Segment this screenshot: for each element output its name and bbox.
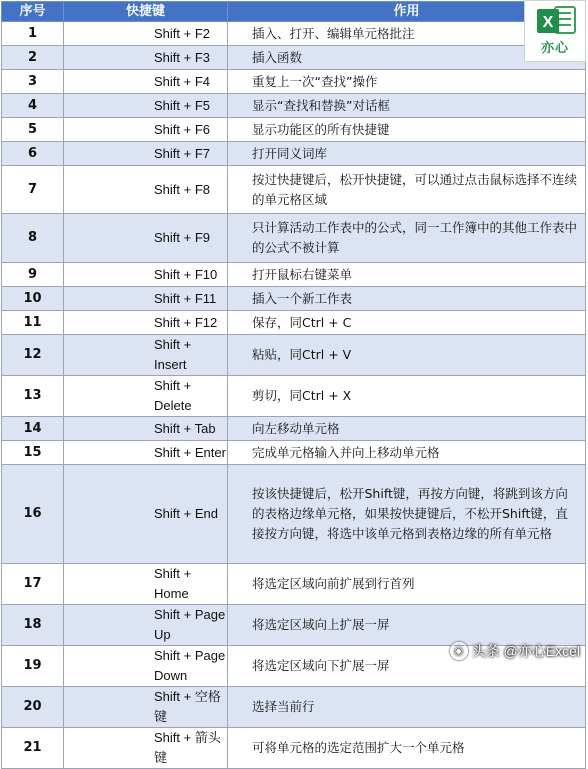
table-row — [2, 376, 586, 417]
row-number: 16 — [2, 465, 64, 564]
shortcut-action: 可将单元格的选定范围扩大一个单元格 — [228, 728, 586, 769]
shortcut-action: 按过快捷键后，松开快捷键，可以通过点击鼠标选择不连续的单元格区域 — [228, 166, 586, 214]
row-number: 8 — [2, 214, 64, 263]
shortcut-action: 保存，同Ctrl + C — [228, 311, 586, 335]
shortcut-key: Shift + F6 — [64, 118, 228, 142]
table-row — [2, 142, 586, 166]
excel-logo — [524, 0, 586, 62]
table-row — [2, 335, 586, 376]
table-row — [2, 214, 586, 263]
table-row — [2, 441, 586, 465]
table-row — [2, 311, 586, 335]
logo-text: 亦心 — [540, 41, 569, 56]
shortcut-key: Shift + Enter — [64, 441, 228, 465]
row-number: 7 — [2, 166, 64, 214]
shortcut-action: 将选定区域向下扩展一屏 — [228, 646, 586, 687]
shortcut-key: Shift + F9 — [64, 214, 228, 263]
row-number: 15 — [2, 441, 64, 465]
header-row — [2, 2, 586, 22]
row-number: 19 — [2, 646, 64, 687]
table-row — [2, 22, 586, 46]
shortcut-action: 粘贴，同Ctrl + V — [228, 335, 586, 376]
shortcut-action: 选择当前行 — [228, 687, 586, 728]
row-number: 5 — [2, 118, 64, 142]
shortcut-key: Shift + F11 — [64, 287, 228, 311]
row-number: 14 — [2, 417, 64, 441]
shortcut-action: 剪切，同Ctrl + X — [228, 376, 586, 417]
shortcut-action: 打开鼠标右键菜单 — [228, 263, 586, 287]
header-action: 作用 — [228, 2, 586, 22]
shortcut-key: Shift + F5 — [64, 94, 228, 118]
table-row — [2, 46, 586, 70]
row-number: 1 — [2, 22, 64, 46]
shortcut-key: Shift + 空格键 — [64, 687, 228, 728]
shortcut-action: 插入函数 — [228, 46, 586, 70]
shortcut-key: Shift + Page Up — [64, 605, 228, 646]
table-row — [2, 70, 586, 94]
shortcut-key: Shift + F10 — [64, 263, 228, 287]
shortcut-key: Shift + Insert — [64, 335, 228, 376]
table-row — [2, 287, 586, 311]
watermark-text: 头条 @亦心Excel — [471, 643, 580, 659]
row-number: 3 — [2, 70, 64, 94]
shortcut-key: Shift + F4 — [64, 70, 228, 94]
table-row — [2, 417, 586, 441]
header-num: 序号 — [2, 2, 64, 22]
row-number: 6 — [2, 142, 64, 166]
shortcut-key: Shift + Delete — [64, 376, 228, 417]
shortcut-action: 插入、打开、编辑单元格批注 — [228, 22, 586, 46]
table-row — [2, 605, 586, 646]
shortcut-key: Shift + F12 — [64, 311, 228, 335]
shortcut-action: 将选定区域向上扩展一屏 — [228, 605, 586, 646]
watermark — [450, 641, 580, 661]
table-row — [2, 118, 586, 142]
shortcut-key: Shift + Page Down — [64, 646, 228, 687]
row-number: 10 — [2, 287, 64, 311]
table-row — [2, 166, 586, 214]
shortcut-action: 显示“查找和替换”对话框 — [228, 94, 586, 118]
shortcut-key: Shift + 箭头键 — [64, 728, 228, 769]
row-number: 17 — [2, 564, 64, 605]
shortcut-action: 显示功能区的所有快捷键 — [228, 118, 586, 142]
svg-text:X: X — [542, 14, 554, 31]
table-row — [2, 728, 586, 769]
row-number: 12 — [2, 335, 64, 376]
row-number: 13 — [2, 376, 64, 417]
table-row — [2, 564, 586, 605]
shortcut-action: 按该快捷键后，松开Shift键，再按方向键，将跳到该方向的表格边缘单元格，如果按快捷键后，不松开Shift键，直接按方向键，将选中该单元格到表格边缘的所有单元格 — [228, 465, 586, 564]
shortcut-action: 插入一个新工作表 — [228, 287, 586, 311]
shortcut-key: Shift + F7 — [64, 142, 228, 166]
row-number: 18 — [2, 605, 64, 646]
row-number: 9 — [2, 263, 64, 287]
shortcut-action: 将选定区域向前扩展到行首列 — [228, 564, 586, 605]
row-number: 21 — [2, 728, 64, 769]
camera-icon: ◉ — [450, 642, 468, 660]
shortcut-action: 打开同义词库 — [228, 142, 586, 166]
table-row — [2, 465, 586, 564]
row-number: 20 — [2, 687, 64, 728]
shortcut-key: Shift + End — [64, 465, 228, 564]
shortcut-action: 重复上一次“查找”操作 — [228, 70, 586, 94]
row-number: 4 — [2, 94, 64, 118]
shortcut-action: 只计算活动工作表中的公式，同一工作簿中的其他工作表中的公式不被计算 — [228, 214, 586, 263]
table-row — [2, 687, 586, 728]
shortcut-key: Shift + Home — [64, 564, 228, 605]
table-row — [2, 94, 586, 118]
table-row — [2, 263, 586, 287]
shortcut-action: 完成单元格输入并向上移动单元格 — [228, 441, 586, 465]
shortcut-key: Shift + F8 — [64, 166, 228, 214]
shortcut-key: Shift + F2 — [64, 22, 228, 46]
row-number: 2 — [2, 46, 64, 70]
shortcut-key: Shift + Tab — [64, 417, 228, 441]
shortcut-action: 向左移动单元格 — [228, 417, 586, 441]
header-key: 快捷键 — [64, 2, 228, 22]
row-number: 11 — [2, 311, 64, 335]
shortcut-key: Shift + F3 — [64, 46, 228, 70]
